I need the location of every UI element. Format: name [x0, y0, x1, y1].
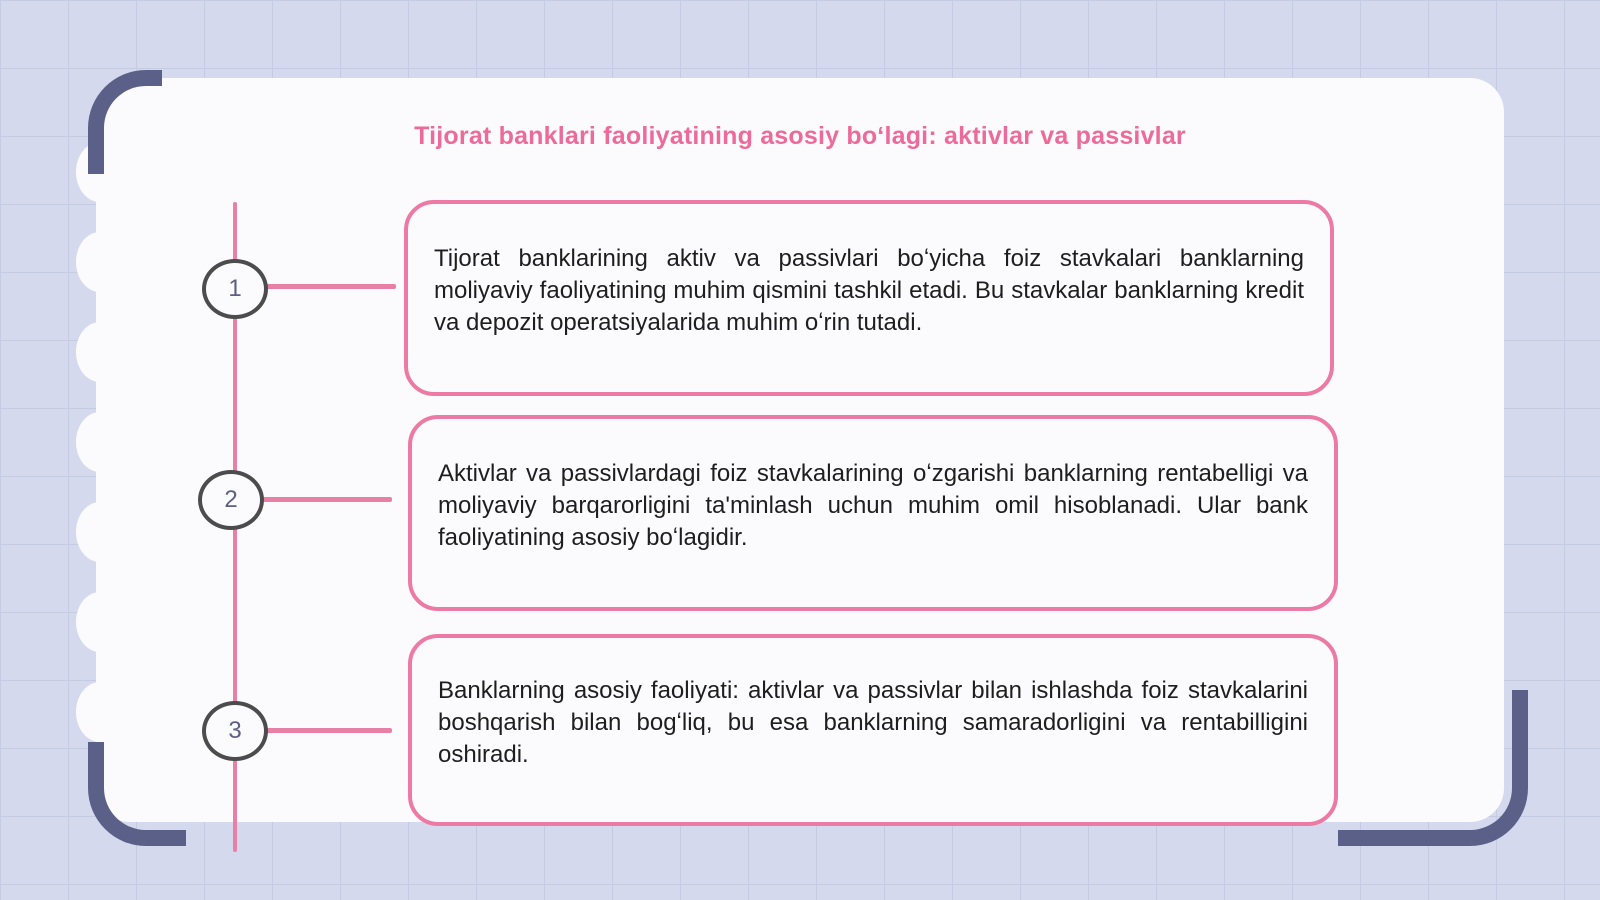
timeline-connector	[266, 728, 392, 733]
notebook-scallop	[76, 682, 124, 742]
step-number-2: 2	[198, 470, 264, 530]
notebook-scallop	[76, 412, 124, 472]
corner-bracket-bottom-left	[88, 742, 186, 846]
timeline-connector	[266, 284, 396, 289]
notebook-scallop	[76, 322, 124, 382]
corner-bracket-top-left	[88, 70, 162, 174]
notebook-scallop	[76, 592, 124, 652]
content-box-text: Tijorat banklarining aktiv va passivlari boʻyicha foiz stavkalari banklarning moliyaviy faoliyatining muhim qismini tashkil etadi. Bu stavkalar banklarning kredit va depozit operatsiyalarida muhim oʻrin tutadi.	[434, 245, 1304, 336]
step-number-1: 1	[202, 259, 268, 319]
timeline-connector	[262, 497, 392, 502]
corner-bracket-bottom-right	[1338, 690, 1528, 846]
content-box-2	[408, 415, 1338, 611]
content-box-text: Aktivlar va passivlardagi foiz stavkalarining oʻzgarishi banklarning rentabelligi va moliyaviy barqarorligini ta'minlash uchun muhim omil hisoblanadi. Ular bank faoliyatining asosiy boʻlagidir.	[438, 460, 1308, 551]
content-box-1	[404, 200, 1334, 396]
content-box-3	[408, 634, 1338, 826]
notebook-scallop	[76, 502, 124, 562]
step-number-3: 3	[202, 701, 268, 761]
content-box-text: Banklarning asosiy faoliyati: aktivlar va passivlar bilan ishlashda foiz stavkalarini boshqarish bilan bogʻliq, bu esa banklarning samaradorligini va rentabilligini oshiradi.	[438, 677, 1308, 768]
slide-title: Tijorat banklari faoliyatining asosiy boʻlagi: aktivlar va passivlar	[414, 122, 1186, 150]
notebook-scallop	[76, 232, 124, 292]
